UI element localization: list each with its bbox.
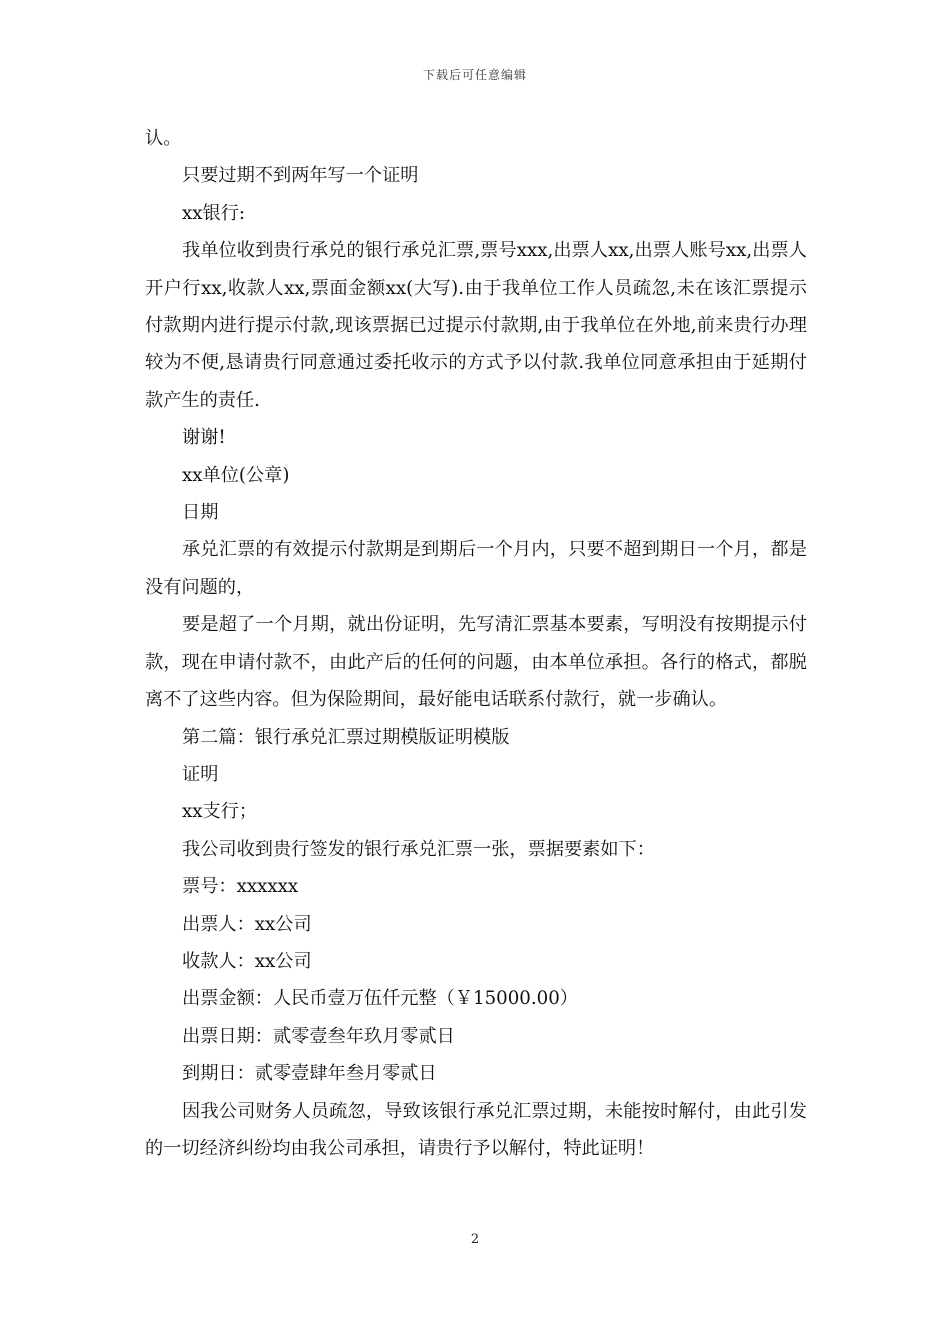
certificate-statement: 因我公司财务人员疏忽，导致该银行承兑汇票过期，未能按时解付，由此引发的一切经济纠纷均由我公司承担，请贵行予以解付，特此证明！ [145,1100,807,1159]
letter-salutation: xx银行: [182,202,246,224]
certificate-salutation: xx支行； [182,801,258,823]
field-amount: 出票金额：人民币壹万伍仟元整（￥15000.00） [182,988,578,1010]
field-issue-date: 出票日期：贰零壹叁年玖月零贰日 [182,1025,455,1047]
letter-date: 日期 [182,502,219,524]
field-due-date: 到期日：贰零壹肆年叁月零贰日 [182,1063,437,1085]
field-ticket-number: 票号：xxxxxx [182,876,299,898]
letter-thanks: 谢谢! [182,427,226,449]
letter-body: 我单位收到贵行承兑的银行承兑汇票,票号xxx,出票人xx,出票人账号xx,出票人开户行xx,收款人xx,票面金额xx(大写).由于我单位工作人员疏忽,未在该汇票提示付款期内进行提示付款,现该票据已过提示付款期,由于我单位在外地,前来贵行办理较为不便,恳请贵行同意通过委托收示的方式予以付款.我单位同意承担由于延期付款产生的责任. [145,240,807,411]
paragraph-advice: 要是超了一个月期，就出份证明，先写清汇票基本要素，写明没有按期提示付款，现在申请付款不，由此产后的任何的问题，由本单位承担。各行的格式，都脱离不了这些内容。但为保险期间，最好能电话联系付款行，就一步确认。 [145,614,807,711]
page-number: 2 [470,1232,480,1247]
certificate-intro: 我公司收到贵行签发的银行承兑汇票一张，票据要素如下： [182,838,655,860]
paragraph-continuation: 认。 [145,128,182,149]
paragraph-explanation: 承兑汇票的有效提示付款期是到期后一个月内，只要不超到期日一个月，都是没有问题的， [145,539,807,598]
field-payee: 收款人：xx公司 [182,950,312,972]
certificate-title: 证明 [182,763,219,785]
page-header: 下载后可任意编辑 [422,68,527,82]
paragraph-intro: 只要过期不到两年写一个证明 [182,165,419,187]
document-body [145,120,807,1167]
letter-signature: xx单位(公章) [182,464,290,486]
field-drawer: 出票人：xx公司 [182,913,312,935]
section-title: 第二篇：银行承兑汇票过期模版证明模版 [182,726,510,748]
